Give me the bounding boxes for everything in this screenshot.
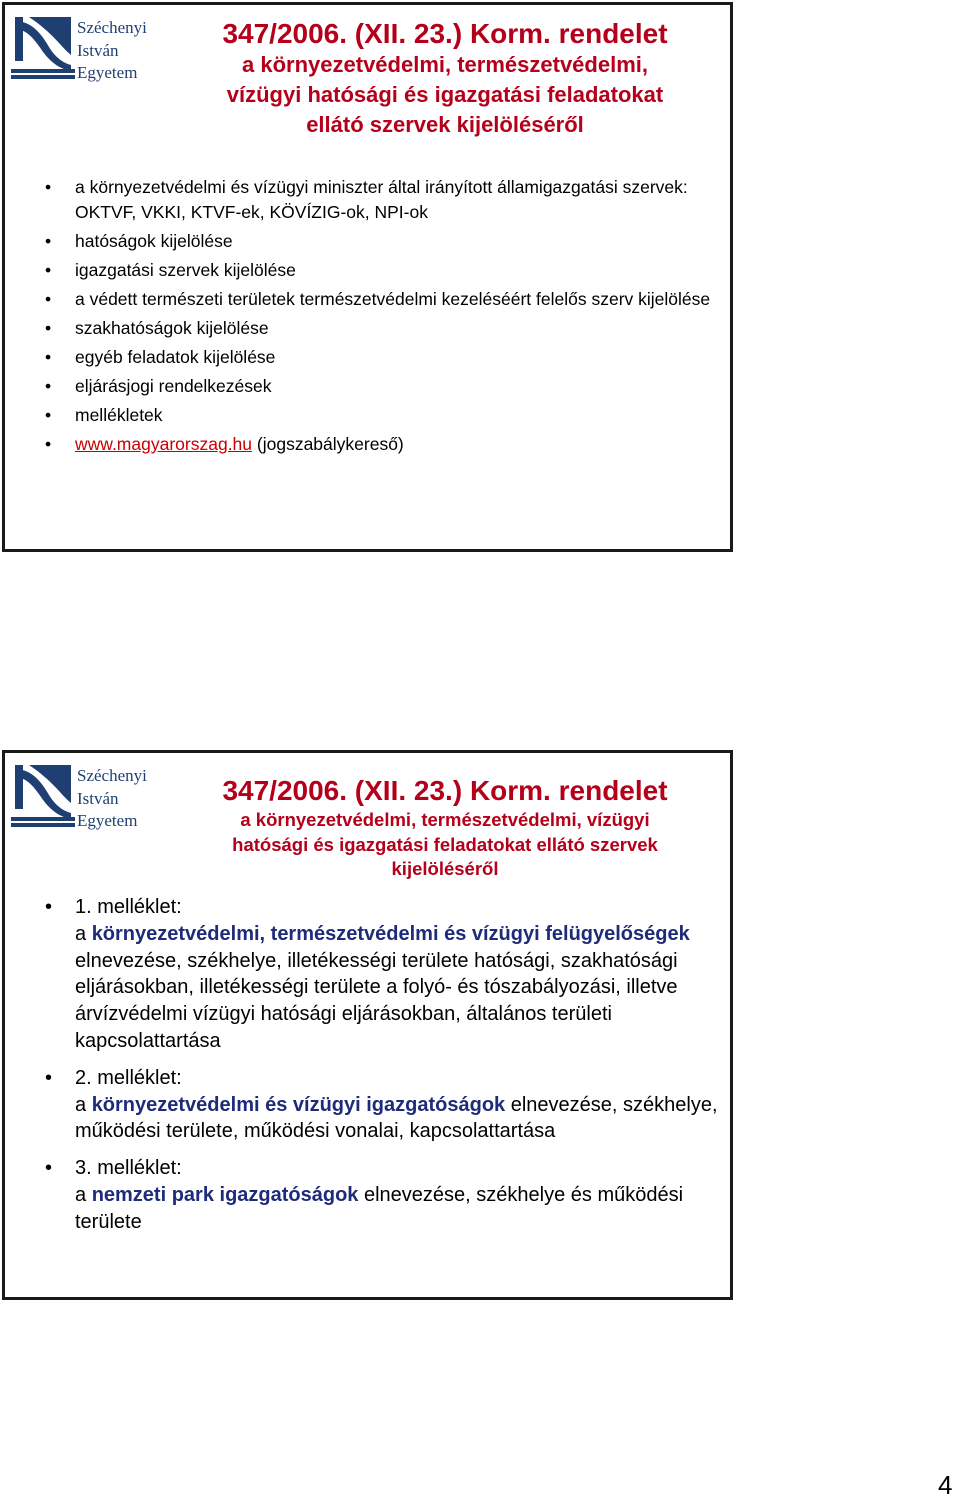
university-logo-icon <box>11 11 75 79</box>
bullet: • <box>45 288 52 309</box>
university-logo <box>11 759 163 835</box>
list-item <box>45 403 725 428</box>
link-suffix: (jogszabálykereső) <box>252 433 404 454</box>
annex-item-3 <box>45 1155 725 1235</box>
list-item <box>45 374 725 399</box>
logo-line-3: Egyetem <box>77 811 138 830</box>
bullet: • <box>45 1157 53 1180</box>
list-item <box>45 316 725 341</box>
logo-line-3: Egyetem <box>77 63 138 82</box>
annex-label: 3. melléklet: <box>75 1157 182 1180</box>
bullet: • <box>45 259 52 280</box>
list-item <box>45 287 725 312</box>
list-item-text: a környezetvédelmi és vízügyi miniszter által irányított államigazgatási szervek: OKTVF, VKKI, KTVF-ek, KÖVÍZIG-ok, NPI-ok <box>75 177 688 222</box>
decree-title-line-1: a környezetvédelmi, természetvédelmi, <box>242 52 648 77</box>
logo-line-1: Széchenyi <box>77 18 147 37</box>
annex-emphasis: felügyelőségek <box>545 922 690 945</box>
bullet: • <box>45 230 52 251</box>
logo-text <box>77 17 147 85</box>
annex-article: a <box>75 1183 92 1206</box>
annex-emphasis: nemzeti park igazgatóságok <box>91 1183 359 1206</box>
decree-title-line-3: kijelöléséről <box>391 858 499 879</box>
decree-title-line-3: ellátó szervek kijelöléséről <box>306 112 584 137</box>
list-item-text: hatóságok kijelölése <box>75 230 233 251</box>
decree-number: 347/2006. (XII. 23.) Korm. rendelet <box>222 18 668 49</box>
slide-2-title <box>165 774 725 882</box>
university-logo-icon <box>11 759 75 827</box>
annex-emphasis: környezetvédelmi és vízügyi igazgatóságok <box>91 1093 506 1116</box>
annex-emphasis: környezetvédelmi, természetvédelmi és vízügyi <box>91 922 540 945</box>
annex-description <box>75 1092 725 1146</box>
logo-line-2: István <box>77 788 119 808</box>
list-item-text: szakhatóságok kijelölése <box>75 317 269 338</box>
list-item <box>45 229 725 254</box>
list-item-link <box>45 432 725 457</box>
annex-label: 1. melléklet: <box>75 896 182 918</box>
decree-title-line-2: vízügyi hatósági és igazgatási feladatokat <box>226 82 664 107</box>
bullet: • <box>45 1066 53 1089</box>
logo-line-1: Széchenyi <box>77 766 147 785</box>
list-item <box>45 345 725 370</box>
list-item <box>45 258 725 283</box>
annex-item-1 <box>45 894 725 1055</box>
list-item-text: a védett természeti területek természetvédelmi kezeléséért felelős szerv kijelölése <box>75 288 711 309</box>
logo-text <box>77 765 147 833</box>
annex-description <box>75 921 725 1055</box>
decree-title-line-1: a környezetvédelmi, természetvédelmi, vízügyi <box>240 809 650 830</box>
bullet: • <box>45 896 53 918</box>
annex-label: 2. melléklet: <box>75 1066 182 1089</box>
content-list <box>45 175 725 461</box>
list-item-text: igazgatási szervek kijelölése <box>75 259 296 280</box>
bullet: • <box>45 433 52 454</box>
annex-rest: elnevezése, székhelye és működési területe <box>75 1183 684 1233</box>
decree-title-line-2: hatósági és igazgatási feladatokat ellátó szervek <box>232 833 658 855</box>
bullet: • <box>45 404 52 425</box>
slide-2 <box>2 750 733 1300</box>
page-number: 4 <box>938 1470 953 1500</box>
list-item <box>45 175 725 224</box>
annex-rest: elnevezése, székhelye, illetékességi területe hatósági, szakhatósági eljárásokban, illetékességi területe a folyó- és tószabályozási, illetve árvízvédelmi vízügyi hatósági eljárásokban, általános területi kapcsolattartása <box>75 949 678 1052</box>
bullet: • <box>45 177 52 197</box>
annex-list <box>45 894 725 1246</box>
slide-1 <box>2 2 733 552</box>
annex-article: a <box>75 922 92 945</box>
list-item-text: egyéb feladatok kijelölése <box>75 346 276 367</box>
magyarorszag-link[interactable]: www.magyarorszag.hu <box>75 433 253 454</box>
list-item-text: eljárásjogi rendelkezések <box>75 375 272 396</box>
bullet: • <box>45 375 52 396</box>
slide-1-title <box>165 17 725 140</box>
list-item-text: mellékletek <box>75 404 163 425</box>
annex-article: a <box>75 1093 92 1116</box>
annex-description <box>75 1182 725 1236</box>
decree-number: 347/2006. (XII. 23.) Korm. rendelet <box>222 775 668 806</box>
logo-line-2: István <box>77 40 119 60</box>
annex-item-2 <box>45 1065 725 1145</box>
bullet: • <box>45 317 52 338</box>
university-logo <box>11 11 163 87</box>
annex-rest: elnevezése, székhelye, működési területe, működési vonalai, kapcsolattartása <box>75 1093 718 1143</box>
bullet: • <box>45 346 52 367</box>
